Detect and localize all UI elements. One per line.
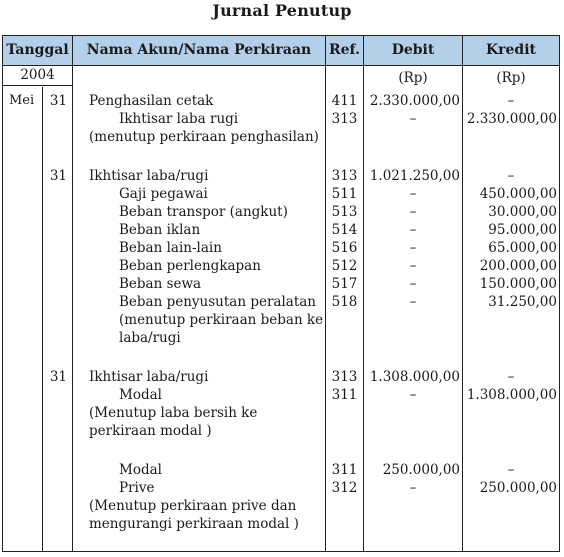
debit-currency: (Rp) xyxy=(398,70,428,86)
kredit-amount: 2.330.000,00 xyxy=(466,111,557,127)
ref-number: 313 xyxy=(331,111,358,127)
account-name: Prive xyxy=(119,480,155,496)
debit-amount: – xyxy=(409,240,417,256)
ref-number: 513 xyxy=(331,204,358,220)
year-label: 2004 xyxy=(20,67,55,83)
table-header xyxy=(3,36,559,66)
entry-day: 31 xyxy=(49,369,67,385)
debit-amount: – xyxy=(409,186,417,202)
month-label: Mei xyxy=(9,93,35,108)
kredit-amount: 95.000,00 xyxy=(488,222,557,238)
account-name: Gaji pegawai xyxy=(119,186,208,202)
account-name: (Menutup laba bersih ke xyxy=(89,405,258,421)
account-name: Beban lain-lain xyxy=(119,240,222,256)
kredit-amount: – xyxy=(507,168,515,184)
debit-amount: 1.021.250,00 xyxy=(369,168,460,184)
account-name: Beban sewa xyxy=(119,276,202,292)
account-name: Ikhtisar laba/rugi xyxy=(89,369,209,385)
kredit-amount: 30.000,00 xyxy=(488,204,557,220)
debit-amount: – xyxy=(409,294,417,310)
ref-number: 411 xyxy=(331,93,358,109)
debit-amount: – xyxy=(409,111,417,127)
account-name: Ikhtisar laba rugi xyxy=(119,111,239,127)
year-divider xyxy=(3,85,72,86)
header-tanggal: Tanggal xyxy=(6,42,69,58)
kredit-amount: 150.000,00 xyxy=(479,276,557,292)
ref-number: 312 xyxy=(331,480,358,496)
account-name: Modal xyxy=(119,387,162,403)
ref-number: 518 xyxy=(331,294,358,310)
account-name: Ikhtisar laba/rugi xyxy=(89,168,209,184)
debit-amount: – xyxy=(409,276,417,292)
account-name: laba/rugi xyxy=(119,330,181,346)
header-akun: Nama Akun/Nama Perkiraan xyxy=(86,42,312,58)
kredit-amount: 31.250,00 xyxy=(488,294,557,310)
kredit-amount: – xyxy=(507,369,515,385)
ref-number: 313 xyxy=(331,369,358,385)
entry-day: 31 xyxy=(49,93,67,109)
account-name: (menutup perkiraan penghasilan) xyxy=(89,129,319,145)
account-name: (Menutup perkiraan prive dan xyxy=(89,498,297,514)
ref-number: 516 xyxy=(331,240,358,256)
kredit-amount: 65.000,00 xyxy=(488,240,557,256)
col-divider xyxy=(72,36,73,551)
header-debit: Debit xyxy=(391,42,435,58)
debit-amount: 2.330.000,00 xyxy=(369,93,460,109)
header-ref: Ref. xyxy=(329,42,360,58)
debit-amount: 250.000,00 xyxy=(382,462,460,478)
account-name: Beban transpor (angkut) xyxy=(119,204,288,220)
account-name: Beban iklan xyxy=(119,222,201,238)
debit-amount: 1.308.000,00 xyxy=(369,369,460,385)
entry-day: 31 xyxy=(49,168,67,184)
ref-number: 311 xyxy=(331,387,358,403)
kredit-amount: 1.308.000,00 xyxy=(466,387,557,403)
ref-number: 514 xyxy=(331,222,358,238)
account-name: Penghasilan cetak xyxy=(89,93,214,109)
kredit-amount: 250.000,00 xyxy=(479,480,557,496)
debit-amount: – xyxy=(409,258,417,274)
debit-amount: – xyxy=(409,480,417,496)
ref-number: 512 xyxy=(331,258,358,274)
journal-table xyxy=(2,35,560,552)
kredit-amount: – xyxy=(507,93,515,109)
ref-number: 517 xyxy=(331,276,358,292)
account-name: perkiraan modal ) xyxy=(89,423,212,439)
ref-number: 311 xyxy=(331,462,358,478)
ref-number: 511 xyxy=(331,186,358,202)
account-name: (menutup perkiraan beban ke xyxy=(119,312,324,328)
debit-amount: – xyxy=(409,204,417,220)
day-divider xyxy=(42,87,43,551)
debit-amount: – xyxy=(409,222,417,238)
kredit-currency: (Rp) xyxy=(496,70,526,86)
kredit-amount: – xyxy=(507,462,515,478)
account-name: Beban perlengkapan xyxy=(119,258,261,274)
kredit-amount: 200.000,00 xyxy=(479,258,557,274)
header-kredit: Kredit xyxy=(485,42,537,58)
ref-number: 313 xyxy=(331,168,358,184)
debit-amount: – xyxy=(409,387,417,403)
page-title: Jurnal Penutup xyxy=(212,1,352,20)
account-name: mengurangi perkiraan modal ) xyxy=(89,516,299,532)
kredit-amount: 450.000,00 xyxy=(479,186,557,202)
account-name: Beban penyusutan peralatan xyxy=(119,294,316,310)
account-name: Modal xyxy=(119,462,162,478)
